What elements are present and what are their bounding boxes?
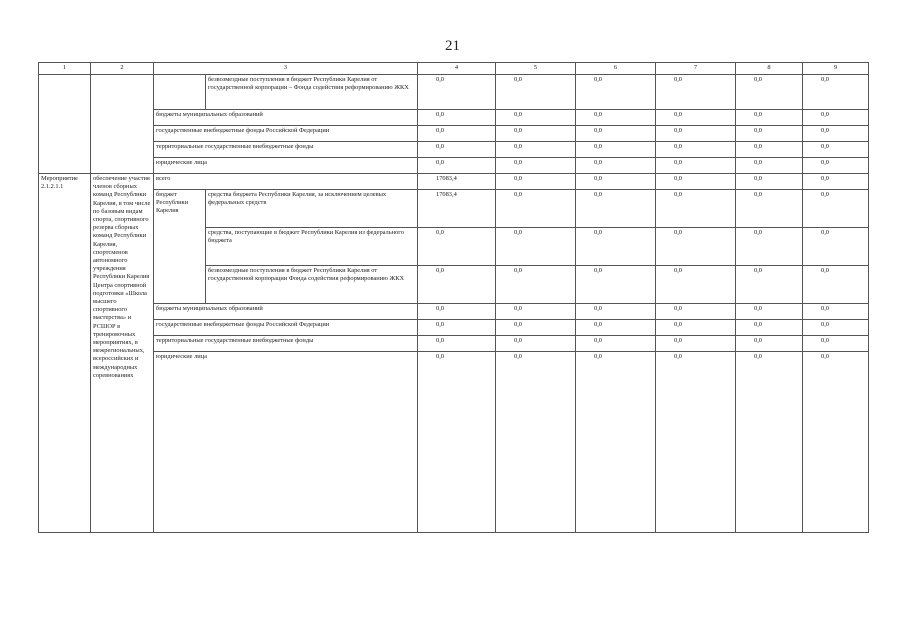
value-cell: 0,0 <box>496 336 576 352</box>
value-cell: 0,0 <box>803 228 869 266</box>
table-row <box>39 320 869 336</box>
table-row <box>39 190 869 228</box>
page-number: 21 <box>445 38 460 54</box>
source-label: средства, поступающие в бюджет Республики Карелия из федерального бюджета <box>206 228 418 266</box>
value-cell: 0,0 <box>576 352 656 533</box>
value-cell: 0,0 <box>803 190 869 228</box>
source-label: территориальные государственные внебюджетные фонды <box>154 336 418 352</box>
value-cell: 0,0 <box>656 158 736 174</box>
value-cell: 0,0 <box>656 75 736 110</box>
measure-id: Мероприятие 2.1.2.1.1 <box>39 174 91 533</box>
value-cell: 0,0 <box>803 266 869 304</box>
table-row <box>39 336 869 352</box>
value-cell: 0,0 <box>736 228 803 266</box>
column-header: 5 <box>496 63 576 75</box>
value-cell: 0,0 <box>496 126 576 142</box>
column-header: 8 <box>736 63 803 75</box>
value-cell: 0,0 <box>576 174 656 190</box>
value-cell: 0,0 <box>736 320 803 336</box>
value-cell: 0,0 <box>803 304 869 320</box>
measure-description: обеспечение участия членов сборных команд Республики Карелия, в том числе по базовым видам спорта, спортивного резерва сборных команд Республики Карелия, спортсменов автономного учреждения Республики Карелия Центра спортивной подготовки «Школа высшего спортивного мастерства» и РСШОР в тренировочных мероприятиях, в межрегиональных, всероссийских и международных соревнованиях <box>91 174 154 533</box>
table-row <box>39 304 869 320</box>
value-cell: 0,0 <box>576 142 656 158</box>
value-cell: 0,0 <box>576 304 656 320</box>
column-header: 7 <box>656 63 736 75</box>
value-cell: 0,0 <box>418 266 496 304</box>
value-cell: 0,0 <box>418 304 496 320</box>
column-header: 3 <box>154 63 418 75</box>
value-cell: 0,0 <box>576 158 656 174</box>
source-label: государственные внебюджетные фонды Российской Федерации <box>154 126 418 142</box>
source-label: бюджеты муниципальных образований <box>154 110 418 126</box>
column-header: 6 <box>576 63 656 75</box>
value-cell: 0,0 <box>803 174 869 190</box>
empty-cell <box>91 75 154 174</box>
value-cell: 0,0 <box>418 336 496 352</box>
source-label: всего <box>154 174 418 190</box>
value-cell: 0,0 <box>576 228 656 266</box>
value-cell: 0,0 <box>736 126 803 142</box>
value-cell: 0,0 <box>736 110 803 126</box>
value-cell: 0,0 <box>736 336 803 352</box>
value-cell: 0,0 <box>418 320 496 336</box>
value-cell: 0,0 <box>803 142 869 158</box>
value-cell: 0,0 <box>656 174 736 190</box>
value-cell: 0,0 <box>736 266 803 304</box>
value-cell: 0,0 <box>418 142 496 158</box>
value-cell: 0,0 <box>496 158 576 174</box>
value-cell: 0,0 <box>736 352 803 533</box>
value-cell: 0,0 <box>496 266 576 304</box>
source-label: бюджеты муниципальных образований <box>154 304 418 320</box>
value-cell: 0,0 <box>418 110 496 126</box>
value-cell: 0,0 <box>803 126 869 142</box>
table-row <box>39 110 869 126</box>
column-header: 9 <box>803 63 869 75</box>
table-row <box>39 174 869 190</box>
value-cell: 0,0 <box>418 126 496 142</box>
value-cell: 0,0 <box>656 190 736 228</box>
column-number-row <box>39 63 869 75</box>
source-label: юридические лица <box>154 158 418 174</box>
source-label: государственные внебюджетные фонды Российской Федерации <box>154 320 418 336</box>
source-label: юридические лица <box>154 352 418 533</box>
table-row <box>39 75 869 110</box>
value-cell: 0,0 <box>656 304 736 320</box>
value-cell: 0,0 <box>496 304 576 320</box>
value-cell: 0,0 <box>576 190 656 228</box>
column-header: 4 <box>418 63 496 75</box>
value-cell: 0,0 <box>576 75 656 110</box>
value-cell: 0,0 <box>576 126 656 142</box>
value-cell: 17083,4 <box>418 190 496 228</box>
value-cell: 0,0 <box>803 75 869 110</box>
value-cell: 0,0 <box>736 190 803 228</box>
value-cell: 0,0 <box>576 266 656 304</box>
value-cell: 0,0 <box>496 110 576 126</box>
value-cell: 0,0 <box>803 158 869 174</box>
source-label: безвозмездные поступления в бюджет Республики Карелия от государственной корпорации Фонда содействия реформированию ЖКХ <box>206 266 418 304</box>
value-cell: 0,0 <box>803 110 869 126</box>
value-cell: 0,0 <box>496 174 576 190</box>
value-cell: 0,0 <box>496 352 576 533</box>
value-cell: 0,0 <box>418 158 496 174</box>
value-cell: 0,0 <box>656 228 736 266</box>
table-row <box>39 158 869 174</box>
empty-cell <box>39 75 91 174</box>
value-cell: 0,0 <box>496 142 576 158</box>
table-row <box>39 142 869 158</box>
value-cell: 0,0 <box>418 352 496 533</box>
value-cell: 0,0 <box>496 75 576 110</box>
budget-table <box>38 62 869 533</box>
value-cell: 0,0 <box>656 110 736 126</box>
value-cell: 0,0 <box>736 142 803 158</box>
source-label: средства бюджета Республики Карелия, за исключением целевых федеральных средств <box>206 190 418 228</box>
source-group-label: бюджет Республики Карелия <box>154 190 206 304</box>
value-cell: 0,0 <box>418 75 496 110</box>
value-cell: 0,0 <box>803 320 869 336</box>
value-cell: 0,0 <box>496 190 576 228</box>
value-cell: 0,0 <box>736 174 803 190</box>
value-cell: 0,0 <box>656 352 736 533</box>
value-cell: 17083,4 <box>418 174 496 190</box>
value-cell: 0,0 <box>736 158 803 174</box>
source-label: территориальные государственные внебюджетные фонды <box>154 142 418 158</box>
value-cell: 0,0 <box>656 266 736 304</box>
table-row <box>39 126 869 142</box>
value-cell: 0,0 <box>576 110 656 126</box>
value-cell: 0,0 <box>418 228 496 266</box>
value-cell: 0,0 <box>496 228 576 266</box>
value-cell: 0,0 <box>576 320 656 336</box>
value-cell: 0,0 <box>656 336 736 352</box>
column-header: 1 <box>39 63 91 75</box>
column-header: 2 <box>91 63 154 75</box>
value-cell: 0,0 <box>803 352 869 533</box>
value-cell: 0,0 <box>803 336 869 352</box>
source-label: безвозмездные поступления в бюджет Республики Карелия от государственной корпорации – Фонда содействия реформированию ЖКХ <box>206 75 418 110</box>
value-cell: 0,0 <box>656 126 736 142</box>
value-cell: 0,0 <box>576 336 656 352</box>
table-row <box>39 352 869 533</box>
value-cell: 0,0 <box>736 75 803 110</box>
value-cell: 0,0 <box>656 142 736 158</box>
empty-cell <box>154 75 206 110</box>
value-cell: 0,0 <box>496 320 576 336</box>
value-cell: 0,0 <box>656 320 736 336</box>
value-cell: 0,0 <box>736 304 803 320</box>
